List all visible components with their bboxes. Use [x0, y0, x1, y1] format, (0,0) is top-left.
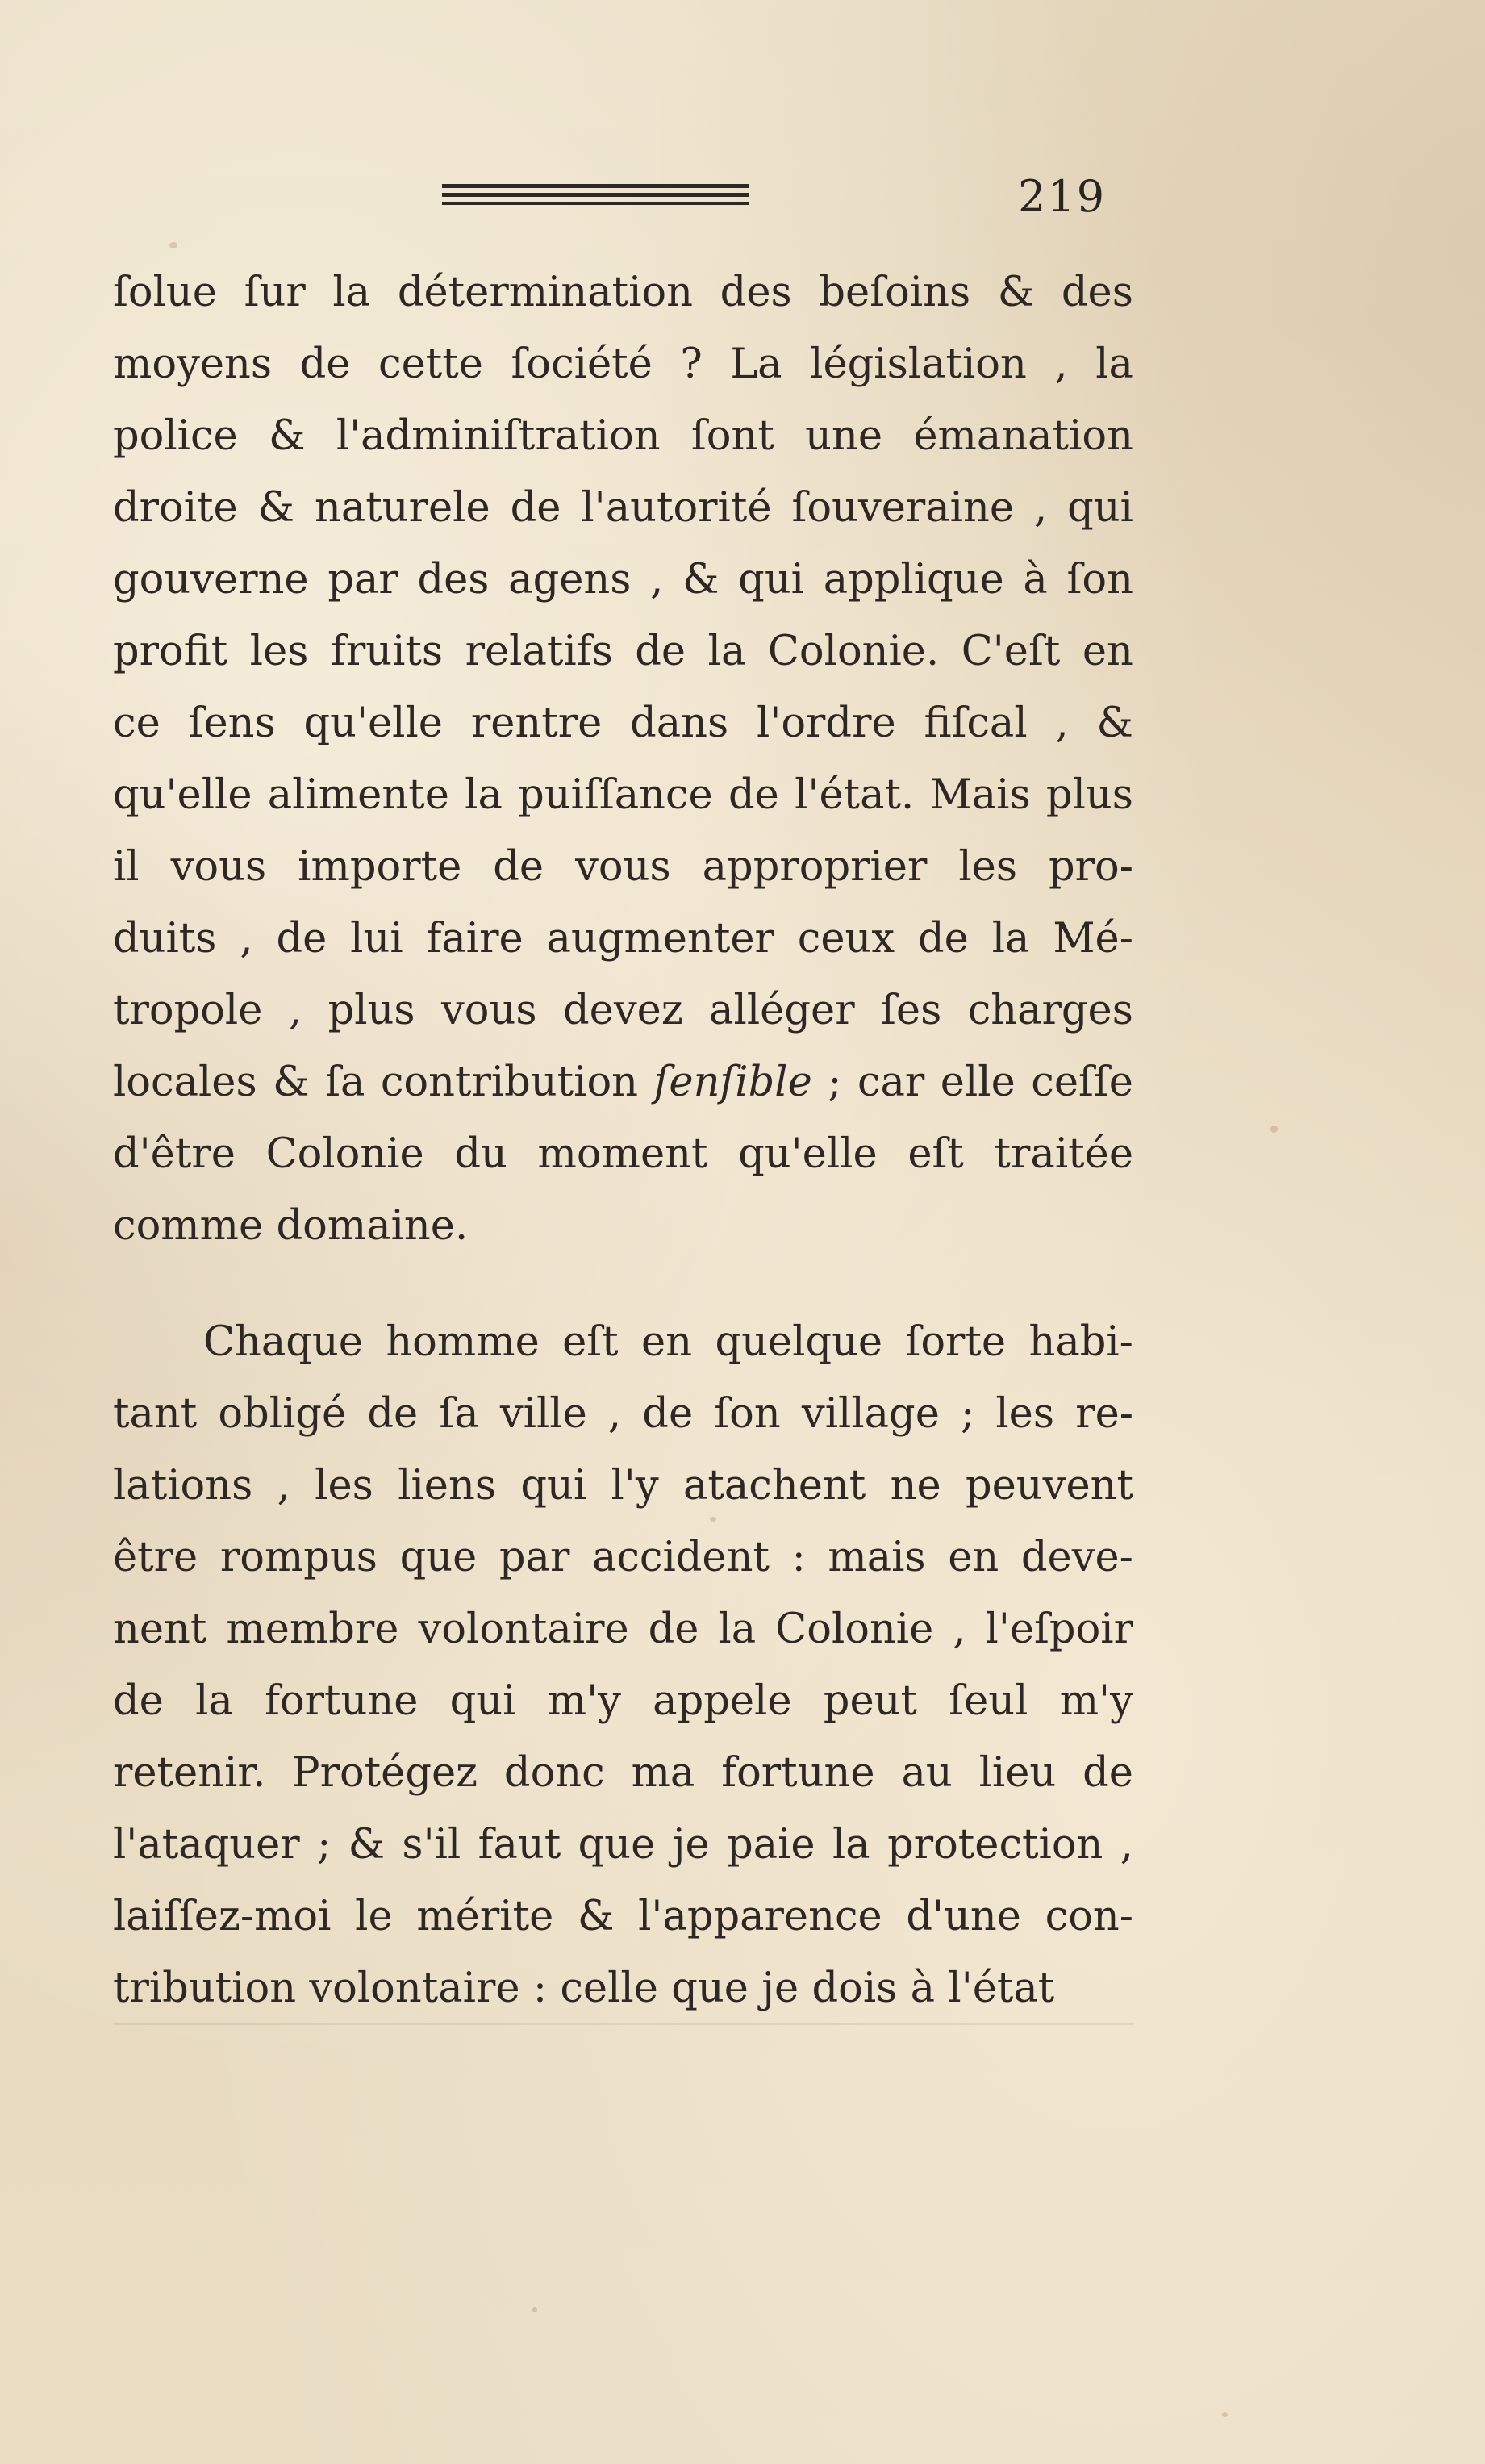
text-line: moyens de cette ſociété ? La législation , la — [113, 340, 1133, 388]
show-through-text — [113, 2005, 1133, 2061]
header-rule — [442, 184, 749, 207]
text-line: retenir. Protégez donc ma fortune au lieu de — [113, 1749, 1133, 1797]
text-line: nent membre volontaire de la Colonie , l'eſpoir — [113, 1606, 1133, 1653]
text-line: Chaque homme eſt en quelque ſorte habi- — [203, 1318, 1133, 1366]
text-line: il vous importe de vous approprier les pro- — [113, 843, 1133, 891]
text-line: lations , les liens qui l'y atachent ne peuvent — [113, 1462, 1133, 1510]
text-line: qu'elle alimente la puiſſance de l'état. Mais plus — [113, 771, 1133, 819]
text-line: duits , de lui faire augmenter ceux de la Mé- — [113, 915, 1133, 963]
text-line: de la fortune qui m'y appele peut ſeul m'y — [113, 1677, 1133, 1725]
text-line: ce ſens qu'elle rentre dans l'ordre fiſcal , & — [113, 700, 1133, 747]
text-line: gouverne par des agens , & qui applique à ſon — [113, 556, 1133, 603]
text-line: d'être Colonie du moment qu'elle eſt traitée — [113, 1130, 1133, 1178]
page-number: 219 — [1018, 171, 1107, 222]
text-line: comme domaine. — [113, 1202, 469, 1250]
text-line: l'ataquer ; & s'il faut que je paie la protection , — [113, 1821, 1133, 1869]
paragraph-gap — [113, 1262, 1133, 1306]
text-line: tropole , plus vous devez alléger ſes charges — [113, 987, 1133, 1034]
text-line: profit les fruits relatifs de la Colonie. C'eſt en — [113, 628, 1133, 675]
text-line: être rompus que par accident : mais en deve- — [113, 1534, 1133, 1581]
text-line: droite & naturele de l'autorité ſouveraine , qui — [113, 484, 1133, 532]
text-line: laiſſez-moi le mérite & l'apparence d'une con- — [113, 1893, 1133, 1940]
text-line: ſolue ſur la détermination des beſoins & des — [113, 269, 1133, 316]
text-line: police & l'adminiſtration ſont une émanation — [113, 412, 1133, 460]
text-line: locales & ſa contribution ſenſible ; car elle ceſſe — [113, 1059, 1133, 1106]
running-header — [0, 168, 1485, 224]
text-line: tant obligé de ſa ville , de ſon village ; les re- — [113, 1390, 1133, 1438]
body-text — [113, 257, 1133, 2024]
text-line: tribution volontaire : celle que je dois à l'état — [113, 1965, 1055, 2012]
